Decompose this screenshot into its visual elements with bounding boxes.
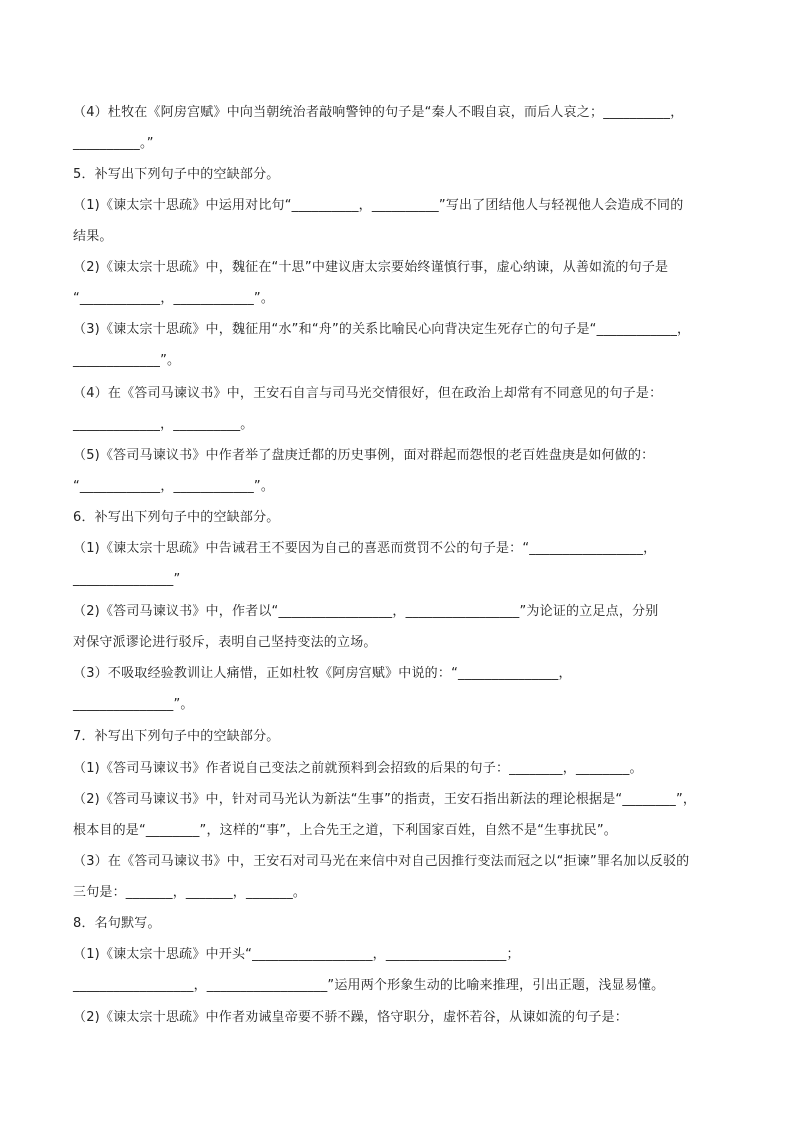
s6-q2-line-1: （2)《答司马谏议书》中，作者以“_________________，_________________”为论证的立足点，分别 [73, 604, 659, 619]
s7-q3-line-1: （3）在《答司马谏议书》中，王安石对司马光在来信中对自己因推行变法而冠之以“拒谏”罪名加以反驳的 [73, 854, 690, 869]
s5-q5-line-2: “____________，____________”。 [73, 479, 275, 494]
s6-q3-line-1: （3）不吸取经验教训让人痛惜，正如杜牧《阿房宫赋》中说的：“_______________， [73, 666, 572, 681]
section-7-heading: 7．补写出下列句子中的空缺部分。 [73, 729, 280, 744]
s8-q1-line-1: （1)《谏太宗十思疏》中开头“__________________，__________________； [73, 947, 520, 962]
s5-q3-line-1: （3)《谏太宗十思疏》中，魏征用“水”和“舟”的关系比喻民心向背决定生死存亡的句子是“____________， [73, 322, 691, 337]
s5-q2-line-2: “____________，____________”。 [73, 291, 275, 306]
s5-q3-line-2: _____________”。 [73, 353, 181, 368]
s5-q5-line-1: （5)《答司马谏议书》中作者举了盘庚迁都的历史事例，面对群起而怨恨的老百姓盘庚是如何做的： [73, 448, 655, 463]
section-6-heading: 6．补写出下列句子中的空缺部分。 [73, 510, 280, 525]
s6-q3-line-2: _______________”。 [73, 697, 194, 712]
s7-q2-line-2: 根本目的是“________”，这样的“事”，上合先王之道，下利国家百姓，自然不是“生事扰民”。 [73, 823, 618, 838]
s8-q1-line-2: __________________，__________________”运用两个形象生动的比喻来推理，引出正题，浅显易懂。 [73, 978, 665, 993]
section-8-heading: 8．名句默写。 [73, 916, 161, 931]
s8-q2-line-1: （2)《谏太宗十思疏》中作者劝诫皇帝要不骄不躁，恪守职分，虚怀若谷，从谏如流的句子是： [73, 1010, 628, 1025]
s6-q2-line-2: 对保守派谬论进行驳斥，表明自己坚持变法的立场。 [73, 635, 377, 650]
s5-q4-line-1: （4）在《答司马谏议书》中，王安石自言与司马光交情很好，但在政治上却常有不同意见的句子是： [73, 386, 663, 401]
s6-q1-line-1: （1)《谏太宗十思疏》中告诫君王不要因为自己的喜恶而赏罚不公的句子是：“_________________， [73, 541, 657, 556]
q4-line-2: __________。” [73, 136, 154, 151]
s7-q2-line-1: （2)《答司马谏议书》中，针对司马光认为新法“生事”的指责，王安石指出新法的理论根据是“________”， [73, 792, 697, 807]
s7-q1-line-1: （1)《答司马谏议书》作者说自己变法之前就预料到会招致的后果的句子：________，________。 [73, 761, 643, 776]
s5-q1-line-1: （1)《谏太宗十思疏》中运用对比句“__________，__________”写出了团结他人与轻视他人会造成不同的 [73, 198, 684, 213]
s5-q2-line-1: （2)《谏太宗十思疏》中，魏征在“十思”中建议唐太宗要始终谨慎行事，虚心纳谏，从善如流的句子是 [73, 260, 669, 275]
s5-q4-line-2: _____________，__________。 [73, 417, 254, 432]
s6-q1-line-2: _______________” [73, 572, 181, 587]
q4-line-1: （4）杜牧在《阿房宫赋》中向当朝统治者敲响警钟的句子是“秦人不暇自哀，而后人哀之；__________， [73, 105, 684, 120]
section-5-heading: 5．补写出下列句子中的空缺部分。 [73, 167, 280, 182]
s5-q1-line-2: 结果。 [73, 229, 113, 244]
s7-q3-line-2: 三句是：_______，_______，_______。 [73, 885, 307, 900]
